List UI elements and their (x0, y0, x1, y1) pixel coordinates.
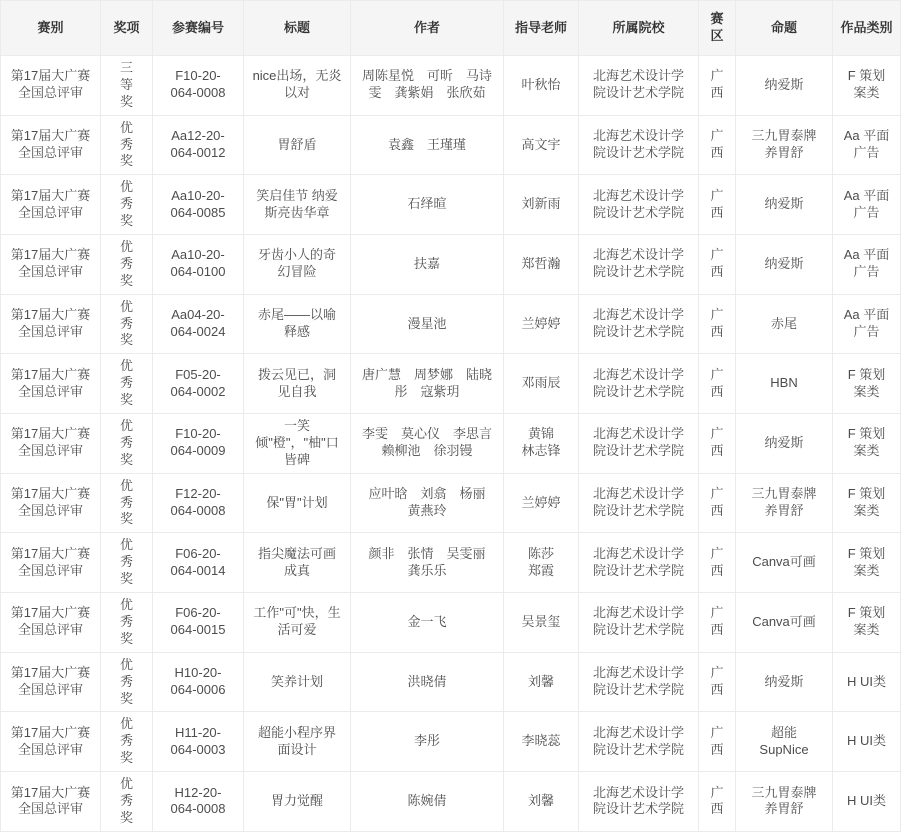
cell-text: 兰婷婷 (521, 494, 561, 510)
cell-saibie (1, 294, 101, 354)
cell-mingti (736, 354, 833, 414)
cell-text: F10-20-064-0009 (170, 426, 226, 459)
cell-mingti (736, 414, 833, 474)
cell-saiqu (699, 533, 736, 593)
cell-mingti (736, 473, 833, 533)
cell-text: 第17届大广赛全国总评审 (10, 605, 91, 638)
cell-text: 纳爱斯 (764, 673, 804, 689)
cell-text: 广西 (710, 665, 724, 698)
cell-text: Aa 平面广告 (843, 307, 890, 340)
cell-text: 颜非 张情 吴雯丽 龚乐乐 (368, 545, 499, 578)
cell-text: 纳爱斯 (764, 255, 804, 271)
cell-text: 广西 (710, 426, 724, 459)
cell-yuanxiao (579, 533, 699, 593)
column-header-zhidao: 指导老师 (504, 1, 579, 56)
cell-canhao (153, 175, 244, 235)
cell-jiangxiang (101, 593, 153, 653)
cell-saiqu (699, 294, 736, 354)
cell-text: 郑哲瀚 (521, 255, 561, 271)
cell-canhao (153, 414, 244, 474)
cell-text: 优秀奖 (119, 656, 133, 706)
cell-text: Aa10-20-064-0100 (170, 247, 226, 280)
cell-biaoti (244, 175, 351, 235)
cell-yuanxiao (579, 56, 699, 116)
cell-text: 北海艺术设计学院设计艺术学院 (592, 665, 684, 698)
cell-canhao (153, 533, 244, 593)
cell-text: 第17届大广赛全国总评审 (10, 724, 91, 757)
cell-leibie (833, 175, 901, 235)
cell-mingti (736, 652, 833, 712)
cell-text: 优秀奖 (119, 298, 133, 348)
cell-mingti (736, 533, 833, 593)
cell-zuozhe (351, 414, 504, 474)
cell-zhidao (504, 533, 579, 593)
cell-saibie (1, 354, 101, 414)
cell-text: 赤尾 (770, 315, 797, 331)
cell-biaoti (244, 652, 351, 712)
cell-zhidao (504, 414, 579, 474)
cell-text: 优秀奖 (119, 776, 133, 825)
cell-text: Aa12-20-064-0012 (170, 128, 226, 160)
cell-text: nice出场，无炎以对 (252, 68, 342, 101)
cell-text: F06-20-064-0014 (170, 545, 226, 578)
cell-text: 优秀奖 (119, 537, 133, 587)
table-row (1, 56, 901, 116)
cell-yuanxiao (579, 652, 699, 712)
cell-text: 三九胃泰牌养胃舒 (751, 784, 817, 817)
cell-yuanxiao (579, 712, 699, 772)
cell-canhao (153, 354, 244, 414)
cell-text: 第17届大广赛全国总评审 (10, 187, 91, 220)
cell-text: 北海艺术设计学院设计艺术学院 (592, 247, 684, 280)
cell-canhao (153, 115, 244, 175)
cell-text: 漫星池 (407, 315, 447, 331)
cell-leibie (833, 772, 901, 832)
column-header-zuozhe: 作者 (351, 1, 504, 56)
cell-text: 应叶晗 刘翕 杨丽 黄燕玲 (368, 486, 499, 519)
cell-zhidao (504, 294, 579, 354)
cell-text: 北海艺术设计学院设计艺术学院 (592, 545, 684, 578)
cell-saiqu (699, 593, 736, 653)
cell-saibie (1, 115, 101, 175)
cell-saiqu (699, 175, 736, 235)
cell-canhao (153, 772, 244, 832)
table-row (1, 593, 901, 653)
table-body (1, 56, 901, 832)
cell-text: 第17届大广赛全国总评审 (10, 307, 91, 340)
cell-text: F 策划案类 (847, 605, 886, 638)
cell-yuanxiao (579, 115, 699, 175)
cell-zhidao (504, 712, 579, 772)
cell-mingti (736, 294, 833, 354)
cell-jiangxiang (101, 294, 153, 354)
cell-mingti (736, 593, 833, 653)
cell-jiangxiang (101, 473, 153, 533)
cell-zhidao (504, 354, 579, 414)
cell-text: 唐广慧 周梦娜 陆晓彤 寇紫玥 (361, 366, 492, 399)
table-header-row (1, 1, 901, 56)
cell-leibie (833, 235, 901, 295)
cell-text: 胃力觉醒 (270, 792, 323, 808)
cell-text: H UI类 (846, 792, 886, 808)
cell-yuanxiao (579, 294, 699, 354)
cell-jiangxiang (101, 652, 153, 712)
cell-text: 第17届大广赛全国总评审 (10, 128, 91, 160)
cell-text: 石绎暄 (407, 196, 447, 212)
cell-text: 刘馨 (527, 792, 554, 808)
cell-text: 优秀奖 (119, 477, 133, 527)
cell-text: 北海艺术设计学院设计艺术学院 (592, 724, 684, 757)
cell-text: H UI类 (846, 733, 886, 749)
cell-text: Aa 平面广告 (843, 187, 890, 220)
table-row (1, 175, 901, 235)
cell-text: Aa10-20-064-0085 (170, 187, 226, 220)
cell-text: F 策划案类 (847, 68, 886, 101)
cell-zuozhe (351, 533, 504, 593)
table-row (1, 294, 901, 354)
cell-saiqu (699, 354, 736, 414)
cell-text: 优秀奖 (119, 418, 133, 467)
cell-leibie (833, 652, 901, 712)
cell-text: 一笑倾"橙"，"柚"口皆碑 (255, 418, 339, 467)
column-header-biaoti: 标题 (244, 1, 351, 56)
column-header-mingti: 命题 (736, 1, 833, 56)
cell-text: 指尖魔法可画成真 (257, 545, 336, 578)
cell-zuozhe (351, 294, 504, 354)
cell-yuanxiao (579, 593, 699, 653)
cell-saiqu (699, 473, 736, 533)
cell-text: 保"胃"计划 (266, 494, 328, 510)
cell-text: HBN (770, 375, 798, 391)
cell-canhao (153, 473, 244, 533)
column-header-saiqu: 赛区 (699, 1, 736, 56)
cell-text: 北海艺术设计学院设计艺术学院 (592, 366, 684, 399)
cell-jiangxiang (101, 354, 153, 414)
table-row (1, 652, 901, 712)
cell-text: 广西 (710, 68, 724, 101)
cell-text: 高文宇 (521, 136, 561, 152)
cell-text: 纳爱斯 (764, 196, 804, 212)
cell-text: 优秀奖 (119, 716, 133, 766)
cell-canhao (153, 593, 244, 653)
cell-saiqu (699, 652, 736, 712)
table-row (1, 473, 901, 533)
cell-biaoti (244, 414, 351, 474)
cell-text: H11-20-064-0003 (170, 724, 226, 757)
cell-biaoti (244, 533, 351, 593)
cell-saiqu (699, 772, 736, 832)
cell-text: Aa04-20-064-0024 (170, 307, 226, 340)
cell-zhidao (504, 235, 579, 295)
cell-text: F06-20-064-0015 (170, 605, 226, 638)
cell-zhidao (504, 115, 579, 175)
cell-text: 兰婷婷 (521, 315, 561, 331)
cell-text: 三九胃泰牌养胃舒 (751, 486, 817, 519)
cell-leibie (833, 473, 901, 533)
table-row (1, 533, 901, 593)
cell-text: F 策划案类 (847, 366, 886, 399)
cell-text: 刘馨 (527, 673, 554, 689)
cell-biaoti (244, 473, 351, 533)
cell-text: F12-20-064-0008 (170, 486, 226, 519)
cell-text: 金一飞 (407, 613, 447, 629)
cell-zuozhe (351, 593, 504, 653)
cell-zuozhe (351, 712, 504, 772)
cell-yuanxiao (579, 175, 699, 235)
cell-text: 广西 (710, 128, 724, 160)
cell-saibie (1, 652, 101, 712)
cell-text: 优秀奖 (119, 119, 133, 169)
cell-saibie (1, 235, 101, 295)
column-header-saibie: 赛别 (1, 1, 101, 56)
cell-zuozhe (351, 175, 504, 235)
cell-jiangxiang (101, 712, 153, 772)
cell-text: 吴景玺 (521, 613, 561, 629)
cell-zuozhe (351, 772, 504, 832)
cell-text: 第17届大广赛全国总评审 (10, 486, 91, 519)
cell-yuanxiao (579, 354, 699, 414)
cell-text: 北海艺术设计学院设计艺术学院 (592, 68, 684, 101)
column-header-leibie: 作品类别 (833, 1, 901, 56)
cell-text: 牙齿小人的奇幻冒险 (257, 247, 336, 280)
cell-text: 笑养计划 (270, 673, 323, 689)
column-header-yuanxiao: 所属院校 (579, 1, 699, 56)
table-row (1, 414, 901, 474)
cell-text: 洪晓倩 (407, 673, 447, 689)
cell-mingti (736, 772, 833, 832)
cell-saibie (1, 533, 101, 593)
cell-text: 纳爱斯 (764, 434, 804, 450)
cell-zhidao (504, 772, 579, 832)
cell-jiangxiang (101, 414, 153, 474)
cell-leibie (833, 712, 901, 772)
cell-text: H10-20-064-0006 (170, 665, 226, 698)
cell-text: 叶秋怡 (521, 76, 561, 92)
cell-text: 袁鑫 王瑾瑾 (387, 136, 466, 152)
cell-saiqu (699, 56, 736, 116)
cell-text: 北海艺术设计学院设计艺术学院 (592, 486, 684, 519)
cell-text: 广西 (710, 307, 724, 340)
cell-mingti (736, 235, 833, 295)
cell-jiangxiang (101, 235, 153, 295)
cell-text: 第17届大广赛全国总评审 (10, 426, 91, 459)
cell-text: 第17届大广赛全国总评审 (10, 366, 91, 399)
cell-text: 扶嘉 (413, 255, 440, 271)
table-row (1, 772, 901, 832)
cell-mingti (736, 56, 833, 116)
column-header-canhao: 参赛编号 (153, 1, 244, 56)
cell-yuanxiao (579, 414, 699, 474)
cell-zhidao (504, 56, 579, 116)
cell-text: 李彤 (413, 733, 440, 749)
cell-text: 第17届大广赛全国总评审 (10, 545, 91, 578)
table-row (1, 235, 901, 295)
cell-text: 第17届大广赛全国总评审 (10, 665, 91, 698)
cell-text: 黄锦 林志锋 (521, 426, 568, 459)
cell-text: 优秀奖 (119, 597, 133, 646)
cell-text: 李雯 莫心仪 李思言 赖柳池 徐羽镘 (361, 426, 506, 459)
cell-biaoti (244, 56, 351, 116)
cell-text: F10-20-064-0008 (170, 68, 226, 101)
column-header-jiangxiang: 奖项 (101, 1, 153, 56)
cell-text: 陈婉倩 (407, 792, 447, 808)
cell-biaoti (244, 712, 351, 772)
cell-biaoti (244, 294, 351, 354)
cell-text: 超能小程序界面设计 (257, 724, 336, 757)
cell-canhao (153, 56, 244, 116)
cell-text: 纳爱斯 (764, 76, 804, 92)
cell-text: F 策划案类 (847, 486, 886, 519)
cell-saiqu (699, 235, 736, 295)
cell-yuanxiao (579, 235, 699, 295)
cell-text: 广西 (710, 784, 724, 817)
cell-text: 邓雨辰 (521, 375, 561, 391)
cell-canhao (153, 652, 244, 712)
cell-text: 周陈星悦 可昕 马诗雯 龚紫娟 张欣茹 (361, 68, 492, 101)
cell-zuozhe (351, 115, 504, 175)
cell-saiqu (699, 414, 736, 474)
cell-saibie (1, 772, 101, 832)
table-row (1, 354, 901, 414)
cell-text: 胃舒盾 (277, 136, 317, 152)
cell-leibie (833, 533, 901, 593)
cell-text: 工作"可"快，生活可爱 (253, 605, 341, 638)
cell-saibie (1, 414, 101, 474)
table-row (1, 115, 901, 175)
cell-text: 广西 (710, 486, 724, 519)
cell-text: 广西 (710, 187, 724, 220)
cell-text: 广西 (710, 605, 724, 638)
cell-leibie (833, 56, 901, 116)
cell-canhao (153, 294, 244, 354)
cell-text: 广西 (710, 724, 724, 757)
cell-yuanxiao (579, 772, 699, 832)
cell-zhidao (504, 652, 579, 712)
cell-text: H12-20-064-0008 (170, 784, 226, 817)
cell-text: F05-20-064-0002 (170, 366, 226, 399)
cell-saibie (1, 473, 101, 533)
cell-text: 北海艺术设计学院设计艺术学院 (592, 784, 684, 817)
cell-text: 第17届大广赛全国总评审 (10, 784, 91, 817)
cell-zhidao (504, 473, 579, 533)
cell-zuozhe (351, 235, 504, 295)
cell-text: 北海艺术设计学院设计艺术学院 (592, 187, 684, 220)
cell-text: Canva可画 (752, 554, 816, 570)
cell-text: 广西 (710, 545, 724, 578)
cell-text: 广西 (710, 366, 724, 399)
cell-text: 第17届大广赛全国总评审 (10, 247, 91, 280)
cell-text: 陈莎 郑霞 (527, 545, 568, 578)
cell-text: 优秀奖 (119, 239, 133, 288)
cell-text: 北海艺术设计学院设计艺术学院 (592, 128, 684, 160)
cell-text: 李晓蕊 (521, 733, 561, 749)
cell-biaoti (244, 772, 351, 832)
cell-text: H UI类 (846, 673, 886, 689)
cell-leibie (833, 294, 901, 354)
cell-text: Aa 平面广告 (843, 128, 890, 160)
cell-text: 北海艺术设计学院设计艺术学院 (592, 307, 684, 340)
cell-text: 北海艺术设计学院设计艺术学院 (592, 426, 684, 459)
cell-text: 优秀奖 (119, 358, 133, 408)
cell-text: 赤尾——以喻释感 (257, 307, 336, 340)
cell-text: 拨云见已，洞见自我 (257, 366, 336, 399)
cell-zuozhe (351, 354, 504, 414)
cell-text: F 策划案类 (847, 545, 886, 578)
cell-biaoti (244, 235, 351, 295)
cell-mingti (736, 712, 833, 772)
cell-saibie (1, 593, 101, 653)
cell-biaoti (244, 593, 351, 653)
cell-text: 笑启佳节 纳爱斯亮齿华章 (256, 187, 338, 220)
cell-canhao (153, 712, 244, 772)
cell-jiangxiang (101, 56, 153, 116)
cell-mingti (736, 175, 833, 235)
cell-text: 三等奖 (119, 60, 133, 109)
cell-zuozhe (351, 652, 504, 712)
cell-text: 超能SupNice (759, 724, 809, 757)
cell-leibie (833, 414, 901, 474)
cell-zuozhe (351, 473, 504, 533)
cell-saiqu (699, 712, 736, 772)
cell-saibie (1, 175, 101, 235)
cell-zhidao (504, 175, 579, 235)
cell-jiangxiang (101, 772, 153, 832)
table-row (1, 712, 901, 772)
cell-zuozhe (351, 56, 504, 116)
cell-text: 北海艺术设计学院设计艺术学院 (592, 605, 684, 638)
cell-yuanxiao (579, 473, 699, 533)
cell-mingti (736, 115, 833, 175)
cell-leibie (833, 115, 901, 175)
cell-jiangxiang (101, 175, 153, 235)
cell-biaoti (244, 354, 351, 414)
cell-text: 刘新雨 (521, 196, 561, 212)
cell-text: 广西 (710, 247, 724, 280)
cell-text: Canva可画 (752, 613, 816, 629)
cell-leibie (833, 593, 901, 653)
cell-jiangxiang (101, 533, 153, 593)
cell-text: Aa 平面广告 (843, 247, 890, 280)
cell-text: 第17届大广赛全国总评审 (10, 68, 91, 101)
cell-biaoti (244, 115, 351, 175)
cell-zhidao (504, 593, 579, 653)
cell-text: F 策划案类 (847, 426, 886, 459)
cell-saibie (1, 712, 101, 772)
cell-text: 优秀奖 (119, 179, 133, 229)
cell-leibie (833, 354, 901, 414)
cell-jiangxiang (101, 115, 153, 175)
cell-saiqu (699, 115, 736, 175)
cell-saibie (1, 56, 101, 116)
cell-canhao (153, 235, 244, 295)
cell-text: 三九胃泰牌养胃舒 (751, 128, 817, 160)
